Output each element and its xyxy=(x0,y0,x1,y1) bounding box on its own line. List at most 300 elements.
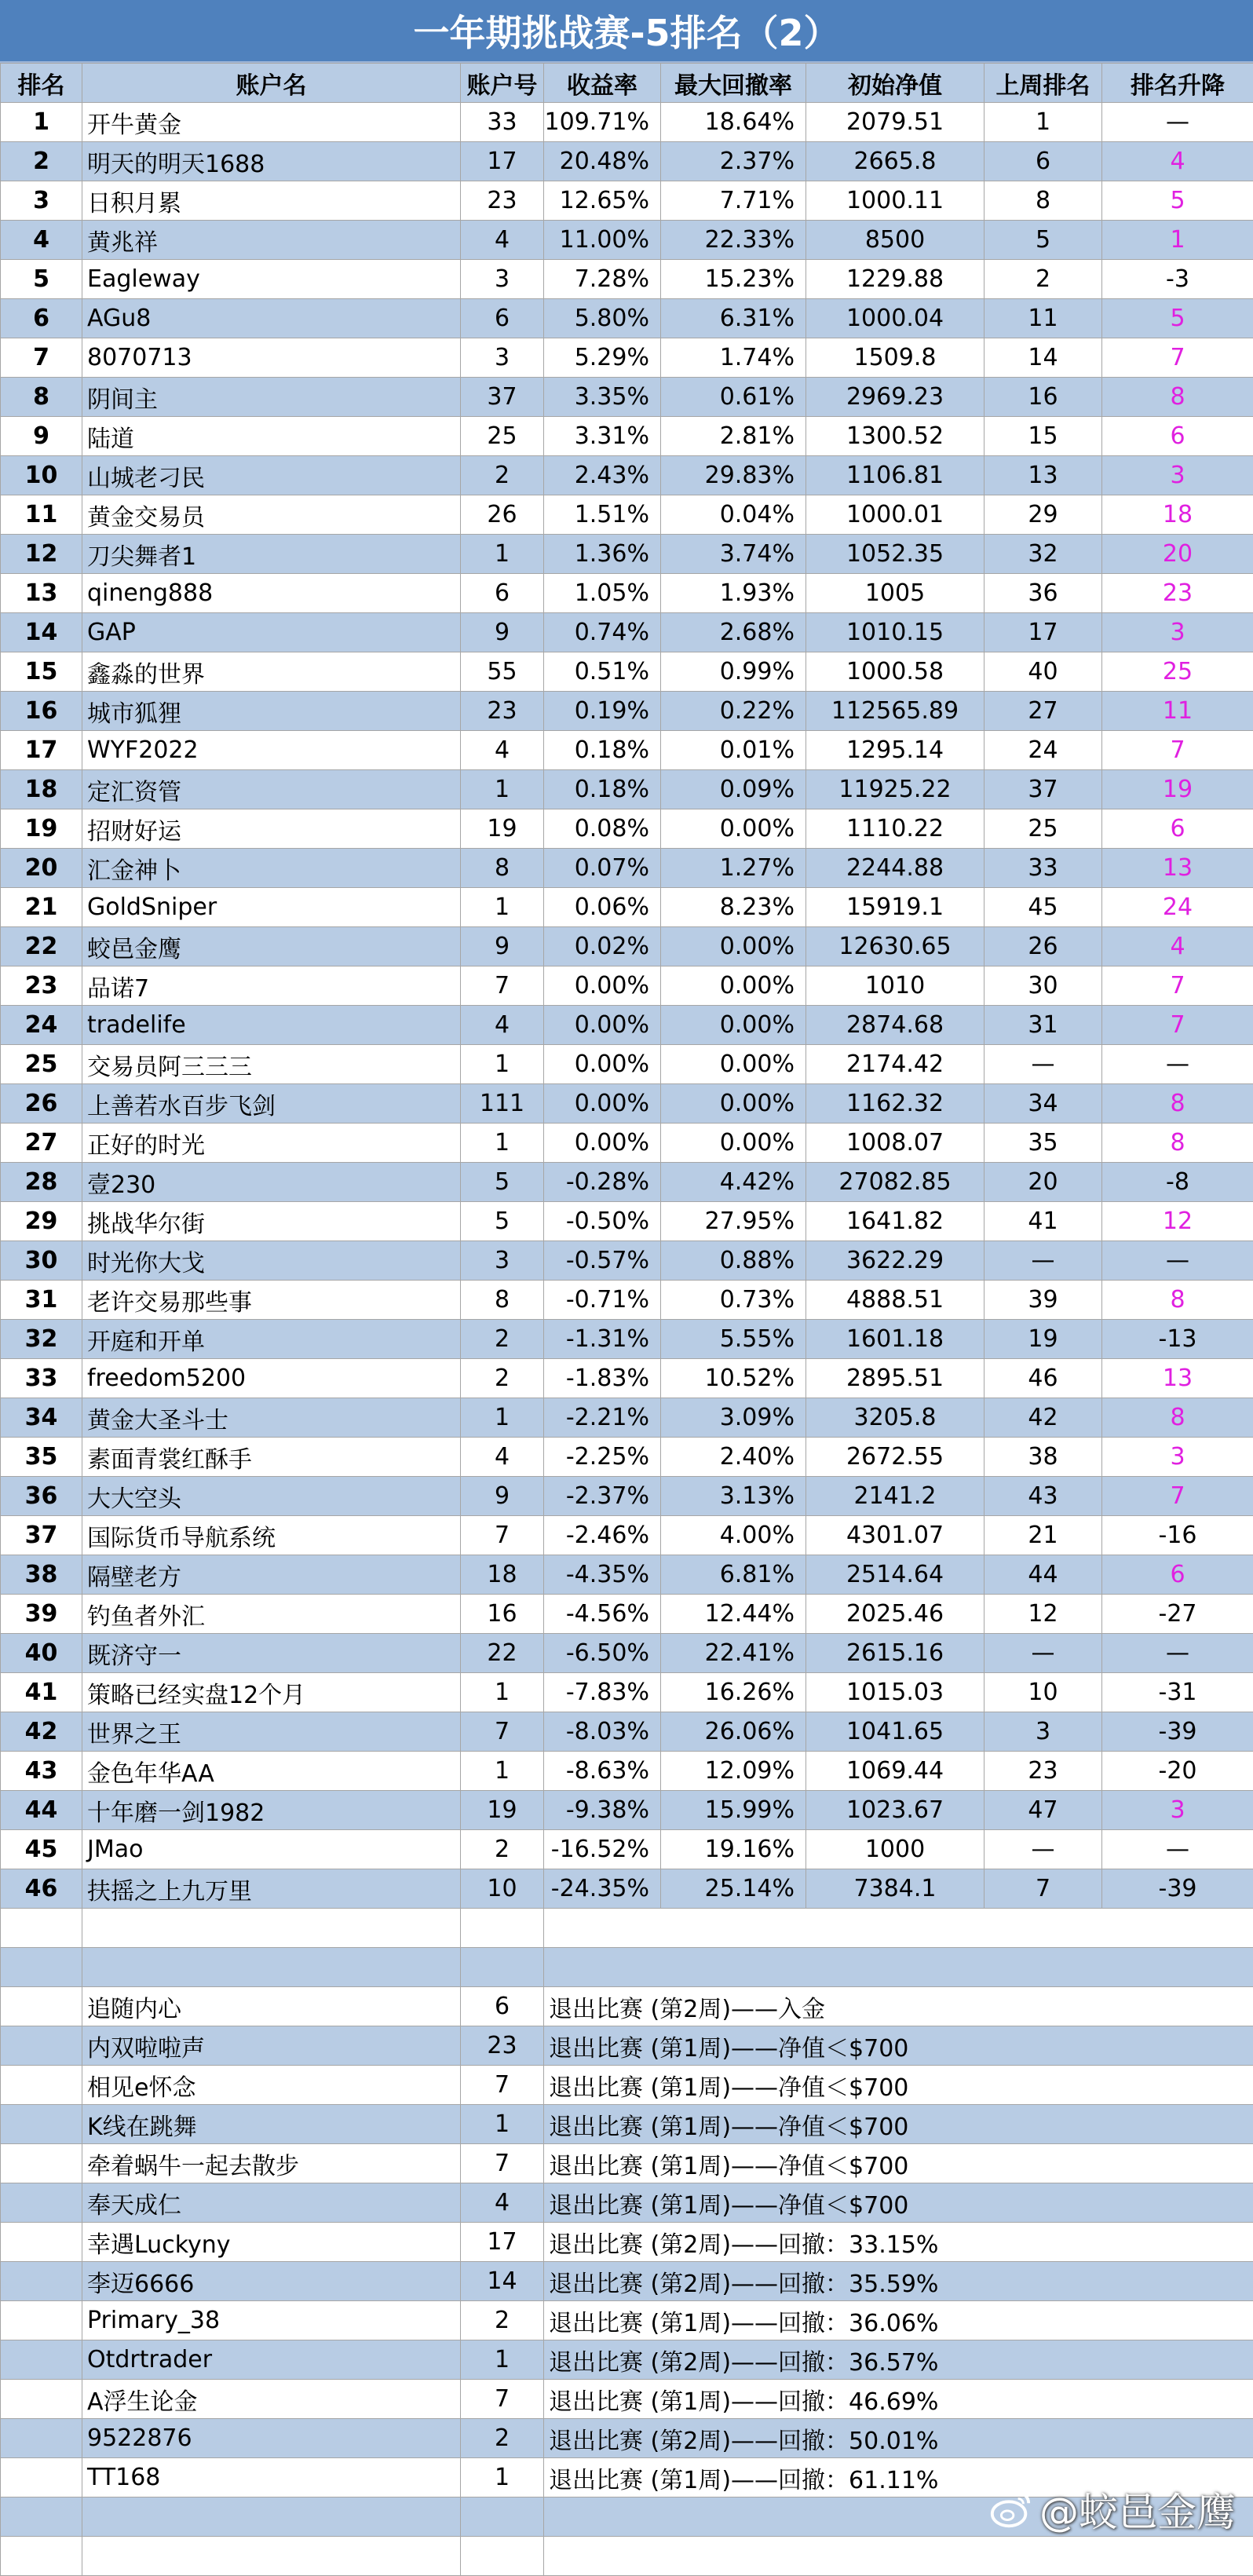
return-rate-cell: -8.63% xyxy=(544,1752,661,1791)
last-week-rank-cell: 29 xyxy=(984,495,1102,535)
exited-account-cell: 23 xyxy=(461,2026,544,2066)
exited-name-cell: 牵着蜗牛一起去散步 xyxy=(82,2144,461,2183)
empty-cell xyxy=(82,2497,461,2537)
return-rate-cell: -0.71% xyxy=(544,1281,661,1320)
return-rate-cell: -16.52% xyxy=(544,1830,661,1869)
last-week-rank-cell: 14 xyxy=(984,338,1102,378)
table-row xyxy=(1,1202,1253,1241)
table-row xyxy=(1,809,1253,849)
max-drawdown-cell: 22.41% xyxy=(661,1634,806,1673)
rank-change-cell: 1 xyxy=(1102,221,1253,260)
rank-change-cell: -20 xyxy=(1102,1752,1253,1791)
initial-nav-cell: 2174.42 xyxy=(806,1045,984,1084)
rank-cell: 17 xyxy=(1,731,82,770)
max-drawdown-cell: 12.44% xyxy=(661,1595,806,1634)
max-drawdown-cell: 3.74% xyxy=(661,535,806,574)
rank-cell: 8 xyxy=(1,378,82,417)
table-row xyxy=(1,574,1253,613)
blank-row xyxy=(1,1909,1253,1948)
return-rate-cell: -1.31% xyxy=(544,1320,661,1359)
table-row xyxy=(1,927,1253,966)
rank-change-cell: 12 xyxy=(1102,1202,1253,1241)
last-week-rank-cell: 44 xyxy=(984,1555,1102,1595)
watermark-text: @蛟邑金鹰 xyxy=(1039,2481,1236,2538)
rank-cell: 5 xyxy=(1,260,82,299)
account-number-cell: 25 xyxy=(461,417,544,456)
empty-cell xyxy=(1,2497,82,2537)
rank-cell: 9 xyxy=(1,417,82,456)
rank-change-cell: -39 xyxy=(1102,1869,1253,1909)
table-row xyxy=(1,535,1253,574)
last-week-rank-cell: 3 xyxy=(984,1712,1102,1752)
empty-cell xyxy=(1,1987,82,2026)
last-week-rank-cell: 2 xyxy=(984,260,1102,299)
table-row xyxy=(1,1791,1253,1830)
account-name-cell: freedom5200 xyxy=(82,1359,461,1398)
max-drawdown-cell: 1.93% xyxy=(661,574,806,613)
table-row xyxy=(1,1634,1253,1673)
rank-cell: 37 xyxy=(1,1516,82,1555)
table-row xyxy=(1,1516,1253,1555)
last-week-rank-cell: 12 xyxy=(984,1595,1102,1634)
account-name-cell: 壹230 xyxy=(82,1163,461,1202)
rank-change-cell: 5 xyxy=(1102,299,1253,338)
rank-cell: 21 xyxy=(1,888,82,927)
account-name-cell: 策略已经实盘12个月 xyxy=(82,1673,461,1712)
rank-change-cell: -39 xyxy=(1102,1712,1253,1752)
exit-note-cell: 退出比赛 (第1周)——回撤：46.69% xyxy=(544,2380,1253,2419)
initial-nav-cell: 11925.22 xyxy=(806,770,984,809)
exited-account-cell: 1 xyxy=(461,2458,544,2497)
table-row xyxy=(1,495,1253,535)
empty-cell xyxy=(1,2419,82,2458)
max-drawdown-cell: 4.00% xyxy=(661,1516,806,1555)
return-rate-cell: -0.50% xyxy=(544,1202,661,1241)
return-rate-cell: 5.29% xyxy=(544,338,661,378)
rank-cell: 38 xyxy=(1,1555,82,1595)
exited-row xyxy=(1,2026,1253,2066)
max-drawdown-cell: 16.26% xyxy=(661,1673,806,1712)
table-row xyxy=(1,1752,1253,1791)
account-number-cell: 2 xyxy=(461,1359,544,1398)
return-rate-cell: 0.00% xyxy=(544,1124,661,1163)
account-number-cell: 111 xyxy=(461,1084,544,1124)
rank-cell: 3 xyxy=(1,181,82,221)
max-drawdown-cell: 0.00% xyxy=(661,1006,806,1045)
last-week-rank-cell: 15 xyxy=(984,417,1102,456)
empty-cell xyxy=(1,1909,82,1948)
account-name-cell: 品诺7 xyxy=(82,966,461,1006)
empty-cell xyxy=(544,1948,1253,1987)
rank-change-cell: 24 xyxy=(1102,888,1253,927)
exited-account-cell: 14 xyxy=(461,2262,544,2301)
column-header: 上周排名 xyxy=(984,64,1102,103)
rank-cell: 6 xyxy=(1,299,82,338)
account-name-cell: 鑫淼的世界 xyxy=(82,652,461,692)
account-number-cell: 1 xyxy=(461,770,544,809)
return-rate-cell: 0.00% xyxy=(544,1045,661,1084)
last-week-rank-cell: 39 xyxy=(984,1281,1102,1320)
last-week-rank-cell: 40 xyxy=(984,652,1102,692)
return-rate-cell: -2.46% xyxy=(544,1516,661,1555)
max-drawdown-cell: 0.73% xyxy=(661,1281,806,1320)
exited-row xyxy=(1,1987,1253,2026)
last-week-rank-cell: 1 xyxy=(984,103,1102,142)
rank-cell: 46 xyxy=(1,1869,82,1909)
account-name-cell: 十年磨一剑1982 xyxy=(82,1791,461,1830)
rank-cell: 13 xyxy=(1,574,82,613)
account-number-cell: 4 xyxy=(461,221,544,260)
initial-nav-cell: 1641.82 xyxy=(806,1202,984,1241)
account-number-cell: 4 xyxy=(461,731,544,770)
return-rate-cell: 1.05% xyxy=(544,574,661,613)
account-name-cell: WYF2022 xyxy=(82,731,461,770)
last-week-rank-cell: 34 xyxy=(984,1084,1102,1124)
last-week-rank-cell: 8 xyxy=(984,181,1102,221)
max-drawdown-cell: 2.81% xyxy=(661,417,806,456)
initial-nav-cell: 2874.68 xyxy=(806,1006,984,1045)
initial-nav-cell: 2665.8 xyxy=(806,142,984,181)
initial-nav-cell: 2969.23 xyxy=(806,378,984,417)
max-drawdown-cell: 19.16% xyxy=(661,1830,806,1869)
last-week-rank-cell: 32 xyxy=(984,535,1102,574)
account-name-cell: 开牛黄金 xyxy=(82,103,461,142)
table-row xyxy=(1,181,1253,221)
rank-change-cell: 20 xyxy=(1102,535,1253,574)
rank-change-cell: 6 xyxy=(1102,417,1253,456)
return-rate-cell: -8.03% xyxy=(544,1712,661,1752)
max-drawdown-cell: 27.95% xyxy=(661,1202,806,1241)
last-week-rank-cell: 30 xyxy=(984,966,1102,1006)
initial-nav-cell: 1110.22 xyxy=(806,809,984,849)
max-drawdown-cell: 1.74% xyxy=(661,338,806,378)
table-row xyxy=(1,1163,1253,1202)
max-drawdown-cell: 25.14% xyxy=(661,1869,806,1909)
rank-change-cell: — xyxy=(1102,1241,1253,1281)
initial-nav-cell: 3205.8 xyxy=(806,1398,984,1438)
initial-nav-cell: 1509.8 xyxy=(806,338,984,378)
last-week-rank-cell: 33 xyxy=(984,849,1102,888)
last-week-rank-cell: 31 xyxy=(984,1006,1102,1045)
exited-name-cell: 9522876 xyxy=(82,2419,461,2458)
empty-cell xyxy=(1,1948,82,1987)
table-row xyxy=(1,1869,1253,1909)
max-drawdown-cell: 0.00% xyxy=(661,927,806,966)
account-name-cell: 招财好运 xyxy=(82,809,461,849)
initial-nav-cell: 2025.46 xyxy=(806,1595,984,1634)
account-name-cell: 汇金神卜 xyxy=(82,849,461,888)
rank-change-cell: 11 xyxy=(1102,692,1253,731)
return-rate-cell: 0.07% xyxy=(544,849,661,888)
empty-cell xyxy=(544,2537,1253,2576)
max-drawdown-cell: 5.55% xyxy=(661,1320,806,1359)
account-number-cell: 7 xyxy=(461,1516,544,1555)
rank-change-cell: 23 xyxy=(1102,574,1253,613)
rank-change-cell: 6 xyxy=(1102,809,1253,849)
empty-cell xyxy=(1,2301,82,2340)
last-week-rank-cell: — xyxy=(984,1045,1102,1084)
exited-row xyxy=(1,2340,1253,2380)
account-name-cell: 世界之王 xyxy=(82,1712,461,1752)
account-number-cell: 8 xyxy=(461,1281,544,1320)
initial-nav-cell: 1601.18 xyxy=(806,1320,984,1359)
return-rate-cell: 0.18% xyxy=(544,770,661,809)
column-header: 排名 xyxy=(1,64,82,103)
rank-change-cell: -8 xyxy=(1102,1163,1253,1202)
max-drawdown-cell: 12.09% xyxy=(661,1752,806,1791)
account-name-cell: 正好的时光 xyxy=(82,1124,461,1163)
return-rate-cell: 20.48% xyxy=(544,142,661,181)
exit-note-cell: 退出比赛 (第2周)——入金 xyxy=(544,1987,1253,2026)
initial-nav-cell: 1069.44 xyxy=(806,1752,984,1791)
rank-cell: 15 xyxy=(1,652,82,692)
rank-change-cell: -27 xyxy=(1102,1595,1253,1634)
rank-change-cell: -13 xyxy=(1102,1320,1253,1359)
rank-change-cell: 13 xyxy=(1102,1359,1253,1398)
initial-nav-cell: 1010.15 xyxy=(806,613,984,652)
account-name-cell: 开庭和开单 xyxy=(82,1320,461,1359)
rank-change-cell: 7 xyxy=(1102,1006,1253,1045)
blank-row xyxy=(1,2537,1253,2576)
exited-name-cell: 内双啦啦声 xyxy=(82,2026,461,2066)
last-week-rank-cell: 42 xyxy=(984,1398,1102,1438)
rank-change-cell: 7 xyxy=(1102,1477,1253,1516)
return-rate-cell: -6.50% xyxy=(544,1634,661,1673)
rank-cell: 1 xyxy=(1,103,82,142)
rank-cell: 35 xyxy=(1,1438,82,1477)
initial-nav-cell: 4301.07 xyxy=(806,1516,984,1555)
exit-note-cell: 退出比赛 (第1周)——净值＜$700 xyxy=(544,2144,1253,2183)
account-number-cell: 1 xyxy=(461,888,544,927)
account-name-cell: 既济守一 xyxy=(82,1634,461,1673)
rank-change-cell: -16 xyxy=(1102,1516,1253,1555)
account-number-cell: 1 xyxy=(461,1673,544,1712)
initial-nav-cell: 27082.85 xyxy=(806,1163,984,1202)
account-name-cell: Eagleway xyxy=(82,260,461,299)
rank-change-cell: 7 xyxy=(1102,731,1253,770)
empty-cell xyxy=(1,2458,82,2497)
max-drawdown-cell: 15.99% xyxy=(661,1791,806,1830)
initial-nav-cell: 2672.55 xyxy=(806,1438,984,1477)
table-row xyxy=(1,456,1253,495)
rank-change-cell: 8 xyxy=(1102,1084,1253,1124)
last-week-rank-cell: 24 xyxy=(984,731,1102,770)
table-header-row xyxy=(1,64,1253,103)
return-rate-cell: -7.83% xyxy=(544,1673,661,1712)
account-number-cell: 19 xyxy=(461,1791,544,1830)
last-week-rank-cell: 17 xyxy=(984,613,1102,652)
account-number-cell: 1 xyxy=(461,1752,544,1791)
exit-note-cell: 退出比赛 (第1周)——净值＜$700 xyxy=(544,2183,1253,2223)
exited-name-cell: 李迈6666 xyxy=(82,2262,461,2301)
max-drawdown-cell: 18.64% xyxy=(661,103,806,142)
rank-change-cell: 7 xyxy=(1102,966,1253,1006)
rank-cell: 14 xyxy=(1,613,82,652)
rank-cell: 29 xyxy=(1,1202,82,1241)
return-rate-cell: 7.28% xyxy=(544,260,661,299)
rank-change-cell: 3 xyxy=(1102,1791,1253,1830)
table-row xyxy=(1,1359,1253,1398)
exited-name-cell: Otdrtrader xyxy=(82,2340,461,2380)
initial-nav-cell: 1023.67 xyxy=(806,1791,984,1830)
exited-row xyxy=(1,2144,1253,2183)
empty-cell xyxy=(461,2537,544,2576)
account-name-cell: 刀尖舞者1 xyxy=(82,535,461,574)
empty-cell xyxy=(461,1909,544,1948)
initial-nav-cell: 8500 xyxy=(806,221,984,260)
account-name-cell: 黄金交易员 xyxy=(82,495,461,535)
last-week-rank-cell: 10 xyxy=(984,1673,1102,1712)
return-rate-cell: 1.36% xyxy=(544,535,661,574)
rank-cell: 42 xyxy=(1,1712,82,1752)
last-week-rank-cell: 26 xyxy=(984,927,1102,966)
account-number-cell: 33 xyxy=(461,103,544,142)
rank-change-cell: 3 xyxy=(1102,613,1253,652)
table-row xyxy=(1,849,1253,888)
rank-cell: 23 xyxy=(1,966,82,1006)
max-drawdown-cell: 2.40% xyxy=(661,1438,806,1477)
max-drawdown-cell: 0.99% xyxy=(661,652,806,692)
exited-name-cell: 追随内心 xyxy=(82,1987,461,2026)
account-number-cell: 23 xyxy=(461,181,544,221)
empty-cell xyxy=(82,2537,461,2576)
return-rate-cell: 2.43% xyxy=(544,456,661,495)
rank-cell: 28 xyxy=(1,1163,82,1202)
return-rate-cell: 0.02% xyxy=(544,927,661,966)
rank-change-cell: 3 xyxy=(1102,456,1253,495)
exited-name-cell: 奉天成仁 xyxy=(82,2183,461,2223)
account-number-cell: 5 xyxy=(461,1163,544,1202)
table-row xyxy=(1,1712,1253,1752)
table-row xyxy=(1,378,1253,417)
max-drawdown-cell: 6.81% xyxy=(661,1555,806,1595)
rank-cell: 7 xyxy=(1,338,82,378)
table-row xyxy=(1,1084,1253,1124)
rank-change-cell: — xyxy=(1102,1634,1253,1673)
rank-cell: 19 xyxy=(1,809,82,849)
rank-cell: 32 xyxy=(1,1320,82,1359)
return-rate-cell: 0.00% xyxy=(544,966,661,1006)
last-week-rank-cell: 16 xyxy=(984,378,1102,417)
table-row xyxy=(1,1477,1253,1516)
max-drawdown-cell: 0.88% xyxy=(661,1241,806,1281)
account-number-cell: 55 xyxy=(461,652,544,692)
account-name-cell: 交易员阿三三三 xyxy=(82,1045,461,1084)
empty-cell xyxy=(1,2183,82,2223)
empty-cell xyxy=(1,2026,82,2066)
last-week-rank-cell: 41 xyxy=(984,1202,1102,1241)
account-name-cell: 定汇资管 xyxy=(82,770,461,809)
last-week-rank-cell: — xyxy=(984,1830,1102,1869)
account-number-cell: 9 xyxy=(461,1477,544,1516)
column-header: 初始净值 xyxy=(806,64,984,103)
return-rate-cell: 11.00% xyxy=(544,221,661,260)
last-week-rank-cell: 11 xyxy=(984,299,1102,338)
empty-cell xyxy=(1,2340,82,2380)
exited-name-cell: A浮生论金 xyxy=(82,2380,461,2419)
rank-change-cell: 4 xyxy=(1102,927,1253,966)
initial-nav-cell: 1000 xyxy=(806,1830,984,1869)
account-number-cell: 6 xyxy=(461,299,544,338)
initial-nav-cell: 7384.1 xyxy=(806,1869,984,1909)
empty-cell xyxy=(1,2144,82,2183)
last-week-rank-cell: 45 xyxy=(984,888,1102,927)
max-drawdown-cell: 26.06% xyxy=(661,1712,806,1752)
rank-cell: 11 xyxy=(1,495,82,535)
initial-nav-cell: 1005 xyxy=(806,574,984,613)
max-drawdown-cell: 0.01% xyxy=(661,731,806,770)
initial-nav-cell: 3622.29 xyxy=(806,1241,984,1281)
return-rate-cell: 5.80% xyxy=(544,299,661,338)
rank-change-cell: 8 xyxy=(1102,378,1253,417)
table-row xyxy=(1,1281,1253,1320)
table-row xyxy=(1,1045,1253,1084)
last-week-rank-cell: 19 xyxy=(984,1320,1102,1359)
initial-nav-cell: 2615.16 xyxy=(806,1634,984,1673)
table-row xyxy=(1,1241,1253,1281)
exit-note-cell: 退出比赛 (第2周)——回撤：35.59% xyxy=(544,2262,1253,2301)
rank-cell: 39 xyxy=(1,1595,82,1634)
exited-row xyxy=(1,2066,1253,2105)
exit-note-cell: 退出比赛 (第1周)——净值＜$700 xyxy=(544,2066,1253,2105)
account-name-cell: 国际货币导航系统 xyxy=(82,1516,461,1555)
return-rate-cell: -2.21% xyxy=(544,1398,661,1438)
table-row xyxy=(1,1438,1253,1477)
table-row xyxy=(1,613,1253,652)
initial-nav-cell: 2141.2 xyxy=(806,1477,984,1516)
exited-account-cell: 7 xyxy=(461,2066,544,2105)
account-number-cell: 9 xyxy=(461,927,544,966)
return-rate-cell: 1.51% xyxy=(544,495,661,535)
page-title: 一年期挑战赛-5排名（2） xyxy=(0,0,1253,63)
return-rate-cell: 0.00% xyxy=(544,1084,661,1124)
rank-cell: 41 xyxy=(1,1673,82,1712)
account-name-cell: 8070713 xyxy=(82,338,461,378)
max-drawdown-cell: 10.52% xyxy=(661,1359,806,1398)
exited-row xyxy=(1,2105,1253,2144)
max-drawdown-cell: 0.04% xyxy=(661,495,806,535)
max-drawdown-cell: 2.37% xyxy=(661,142,806,181)
account-name-cell: 挑战华尔街 xyxy=(82,1202,461,1241)
table-row xyxy=(1,1398,1253,1438)
account-name-cell: 山城老刁民 xyxy=(82,456,461,495)
max-drawdown-cell: 0.00% xyxy=(661,1124,806,1163)
return-rate-cell: -0.28% xyxy=(544,1163,661,1202)
account-number-cell: 16 xyxy=(461,1595,544,1634)
exit-note-cell: 退出比赛 (第1周)——净值＜$700 xyxy=(544,2026,1253,2066)
empty-cell xyxy=(82,1948,461,1987)
initial-nav-cell: 2514.64 xyxy=(806,1555,984,1595)
exited-row xyxy=(1,2419,1253,2458)
rank-change-cell: 19 xyxy=(1102,770,1253,809)
empty-cell xyxy=(461,2497,544,2537)
table-row xyxy=(1,103,1253,142)
rank-change-cell: 25 xyxy=(1102,652,1253,692)
last-week-rank-cell: 23 xyxy=(984,1752,1102,1791)
account-number-cell: 2 xyxy=(461,1830,544,1869)
exited-account-cell: 4 xyxy=(461,2183,544,2223)
account-name-cell: 黄兆祥 xyxy=(82,221,461,260)
rank-cell: 40 xyxy=(1,1634,82,1673)
initial-nav-cell: 2895.51 xyxy=(806,1359,984,1398)
rank-cell: 36 xyxy=(1,1477,82,1516)
empty-cell xyxy=(1,2066,82,2105)
account-name-cell: 日积月累 xyxy=(82,181,461,221)
max-drawdown-cell: 2.68% xyxy=(661,613,806,652)
empty-cell xyxy=(1,2223,82,2262)
last-week-rank-cell: 13 xyxy=(984,456,1102,495)
exited-account-cell: 2 xyxy=(461,2419,544,2458)
